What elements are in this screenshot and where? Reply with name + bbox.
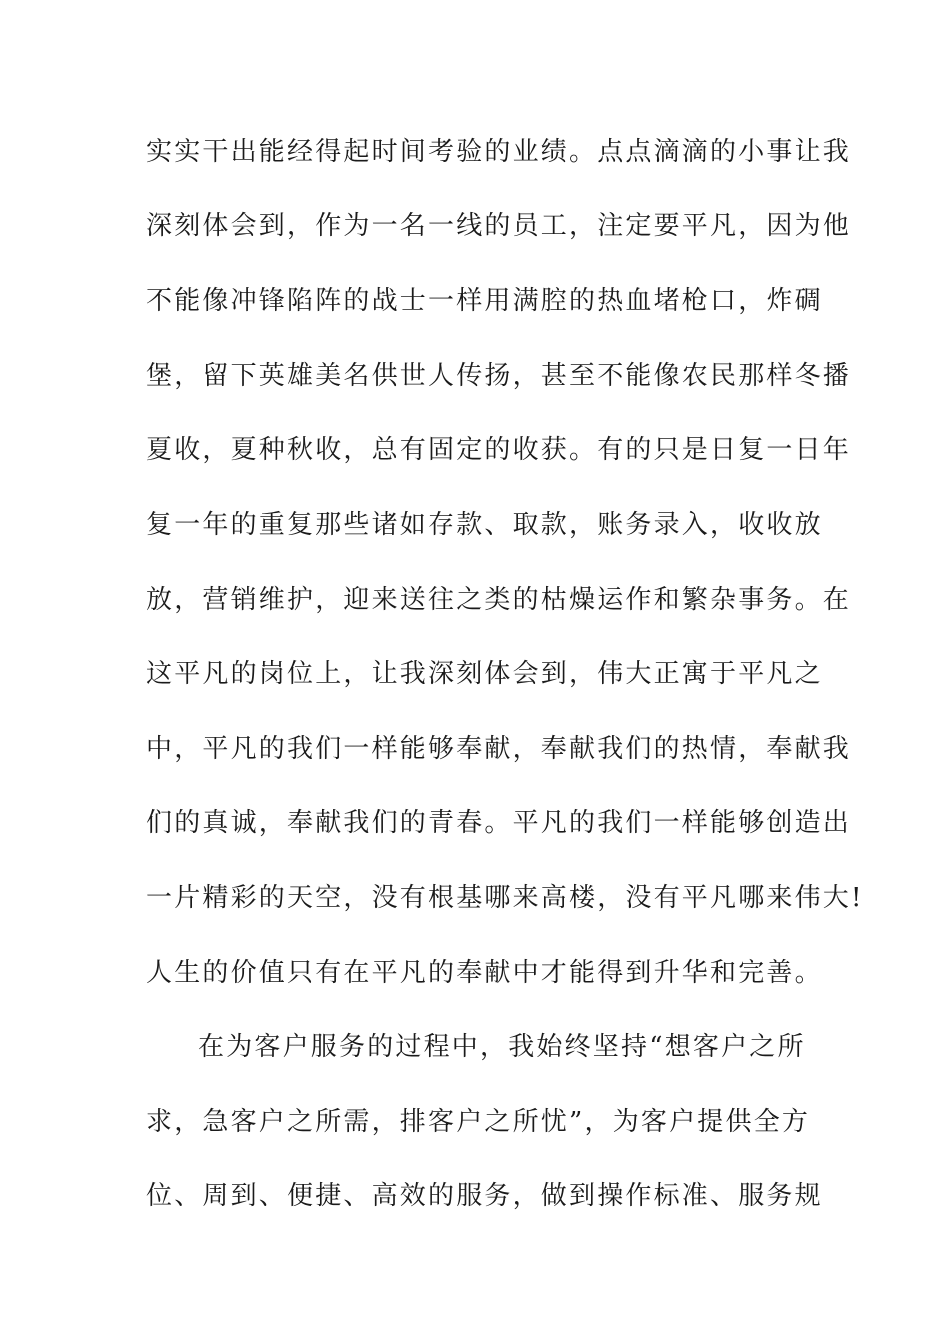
text-line: 位、周到、便捷、高效的服务，做到操作标准、服务规 — [146, 1181, 823, 1211]
text-line: 中，平凡的我们一样能够奉献，奉献我们的热情，奉献我 — [146, 734, 852, 764]
text-line: 人生的价值只有在平凡的奉献中才能得到升华和完善。 — [146, 958, 823, 988]
text-line: 实实干出能经得起时间考验的业绩。点点滴滴的小事让我 — [146, 137, 852, 167]
text-line: 们的真诚，奉献我们的青春。平凡的我们一样能够创造出 — [146, 808, 852, 838]
text-line: 堡，留下英雄美名供世人传扬，甚至不能像农民那样冬播 — [146, 361, 852, 391]
text-line: 不能像冲锋陷阵的战士一样用满腔的热血堵枪口，炸碉 — [146, 286, 823, 316]
text-line: 这平凡的岗位上，让我深刻体会到，伟大正寓于平凡之 — [146, 659, 823, 689]
text-line: 放，营销维护，迎来送往之类的枯燥运作和繁杂事务。在 — [146, 585, 852, 615]
text-line: 一片精彩的天空，没有根基哪来高楼，没有平凡哪来伟大! — [146, 883, 864, 913]
text-line: 复一年的重复那些诸如存款、取款，账务录入，收收放 — [146, 510, 823, 540]
text-line: 深刻体会到，作为一名一线的员工，注定要平凡，因为他 — [146, 211, 852, 241]
paragraph-first-line: 在为客户服务的过程中，我始终坚持“想客户之所 — [198, 1032, 806, 1062]
text-line: 求，急客户之所需，排客户之所忧”，为客户提供全方 — [146, 1107, 811, 1137]
text-line: 夏收，夏种秋收，总有固定的收获。有的只是日复一日年 — [146, 435, 852, 465]
